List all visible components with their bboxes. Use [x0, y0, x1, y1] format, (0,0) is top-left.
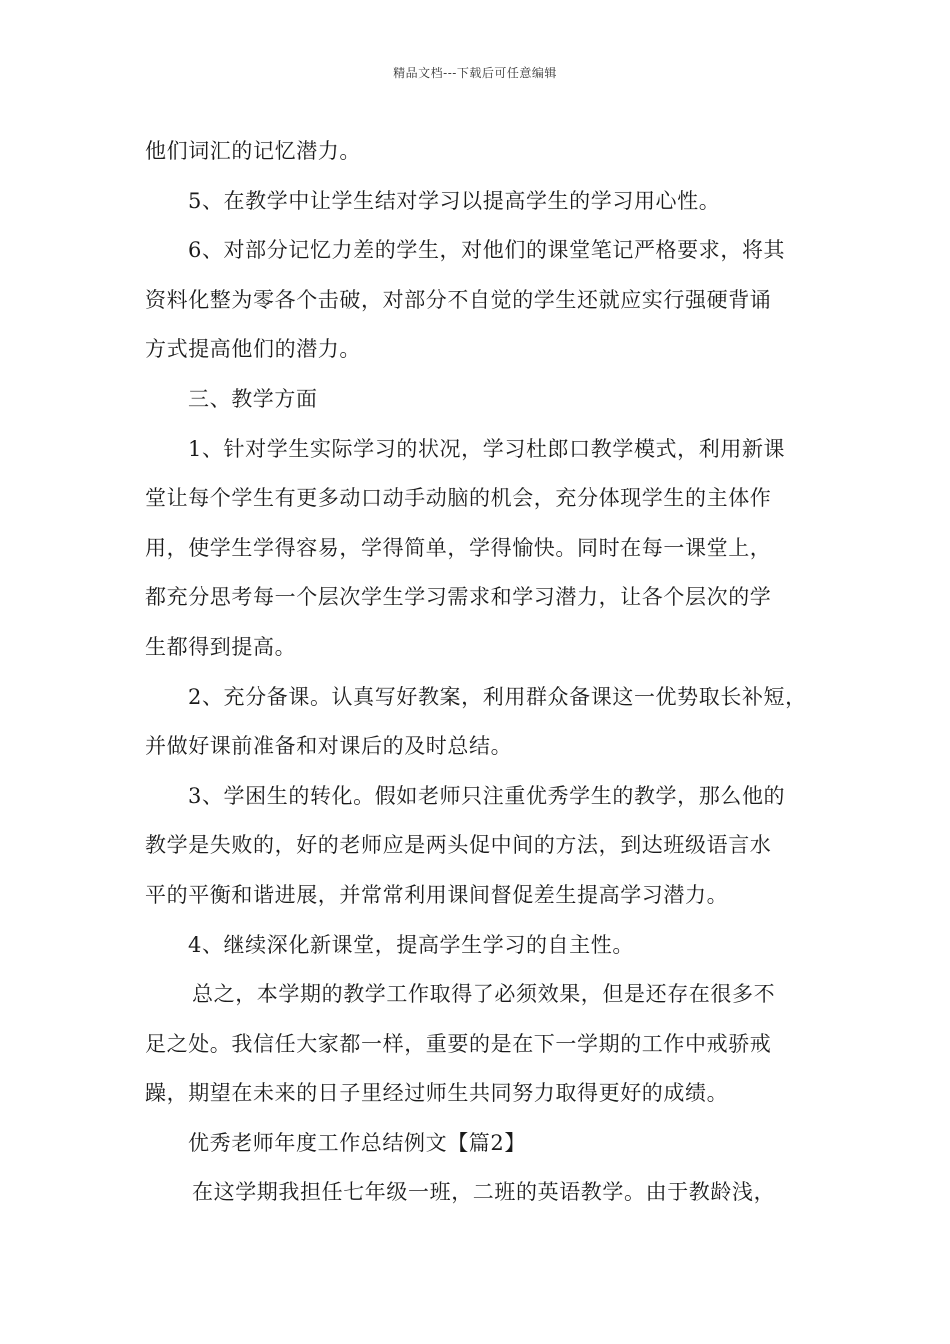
section-heading: 三、教学方面 — [188, 386, 318, 411]
text-line: 用，使学生学得容易，学得简单，学得愉快。同时在每一课堂上， — [145, 535, 772, 560]
text-line: 方式提高他们的潜力。 — [145, 337, 361, 362]
text-line: 并做好课前准备和对课后的及时总结。 — [145, 734, 513, 759]
text-line: 足之处。我信任大家都一样，重要的是在下一学期的工作中戒骄戒 — [145, 1031, 772, 1056]
text-line: 总之，本学期的教学工作取得了必须效果，但是还存在很多不 — [192, 982, 776, 1007]
text-line: 3、学困生的转化。假如老师只注重优秀学生的教学，那么他的 — [188, 783, 786, 808]
text-line: 4、继续深化新课堂，提高学生学习的自主性。 — [188, 932, 634, 957]
text-line: 教学是失败的，好的老师应是两头促中间的方法，到达班级语言水 — [145, 833, 772, 858]
text-line: 躁，期望在未来的日子里经过师生共同努力取得更好的成绩。 — [145, 1081, 729, 1106]
article-title: 优秀老师年度工作总结例文【篇2】 — [188, 1130, 526, 1155]
text-line: 生都得到提高。 — [145, 634, 297, 659]
page-header: 精品文档---下载后可任意编辑 — [393, 66, 557, 80]
text-line: 堂让每个学生有更多动口动手动脑的机会，充分体现学生的主体作 — [145, 486, 772, 511]
text-line: 5、在教学中让学生结对学习以提高学生的学习用心性。 — [188, 188, 721, 213]
text-line: 1、针对学生实际学习的状况，学习杜郎口教学模式，利用新课 — [188, 436, 786, 461]
text-line: 他们词汇的记忆潜力。 — [145, 139, 361, 163]
text-line: 都充分思考每一个层次学生学习需求和学习潜力，让各个层次的学 — [145, 585, 772, 610]
text-line: 平的平衡和谐进展，并常常利用课间督促差生提高学习潜力。 — [145, 882, 729, 907]
document-body — [145, 127, 835, 1218]
text-line: 资料化整为零各个击破，对部分不自觉的学生还就应实行强硬背诵 — [145, 287, 772, 312]
text-line: 6、对部分记忆力差的学生，对他们的课堂笔记严格要求，将其 — [188, 238, 786, 263]
text-line: 在这学期我担任七年级一班，二班的英语教学。由于教龄浅， — [192, 1180, 776, 1205]
text-line: 2、充分备课。认真写好教案，利用群众备课这一优势取长补短， — [188, 684, 807, 709]
